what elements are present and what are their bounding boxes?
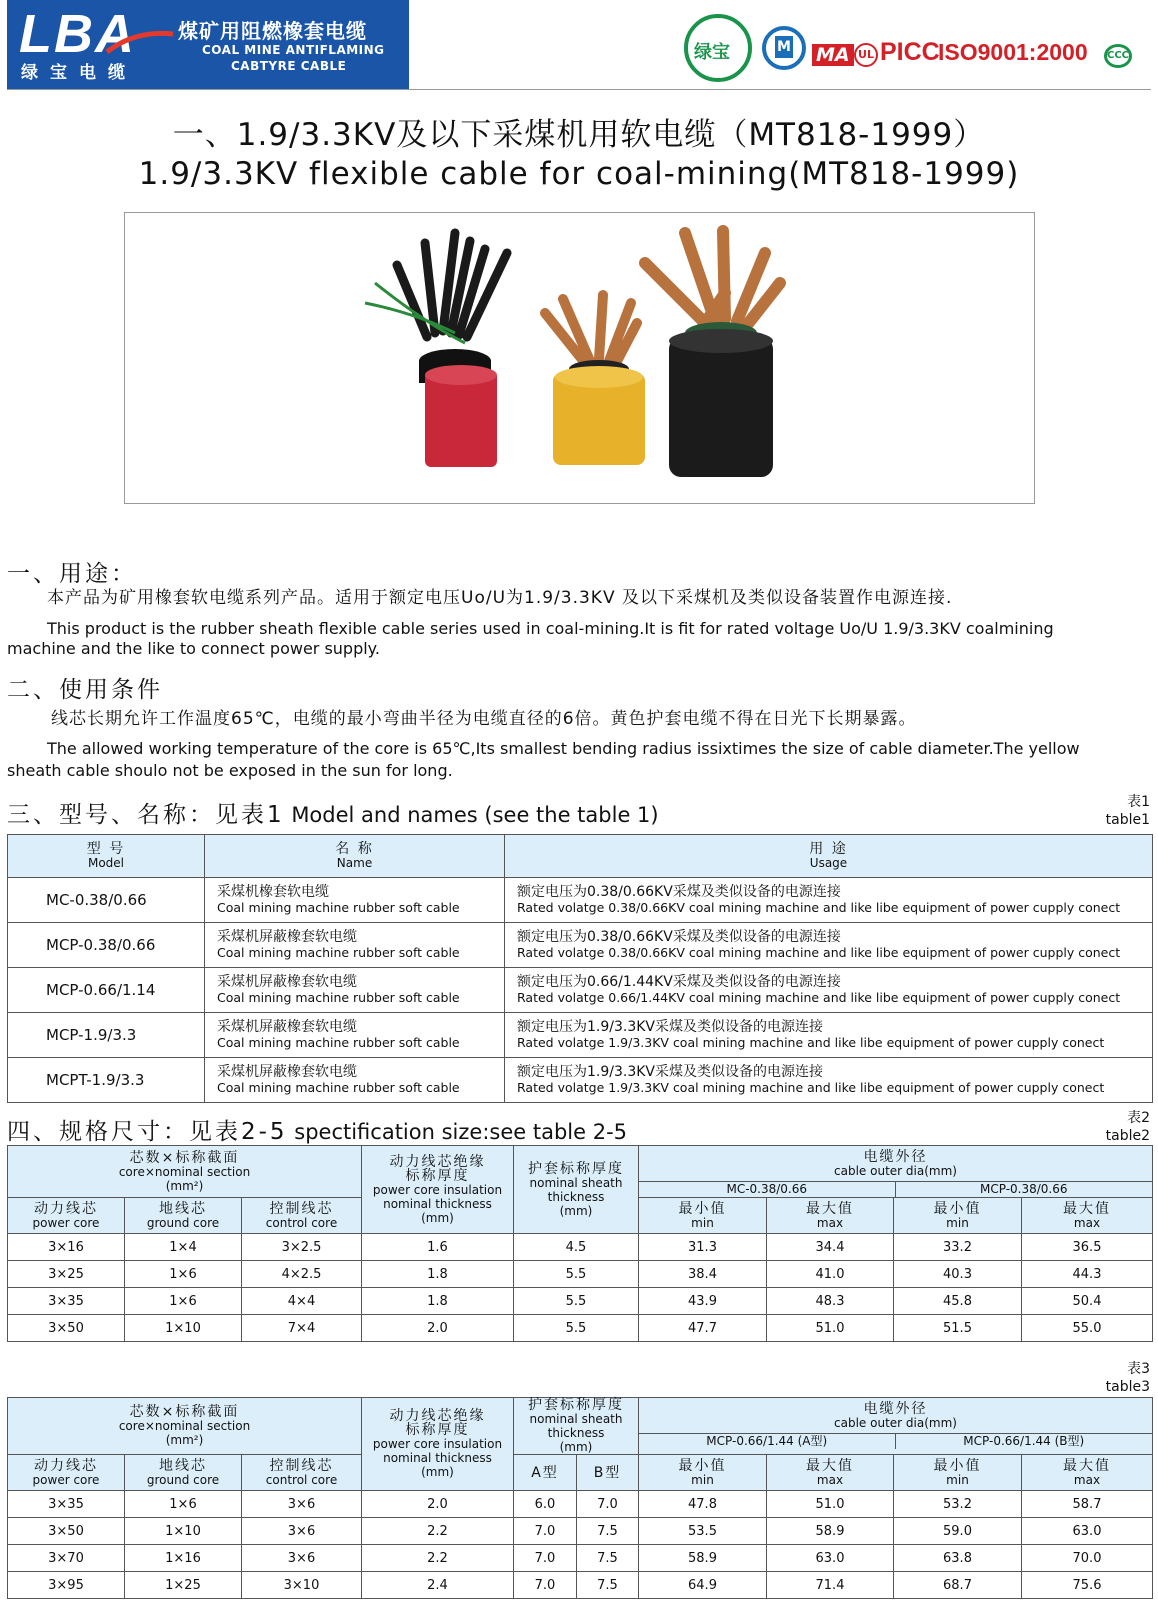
cell-text: Rated volatge 1.9/3.3KV coal mining machine and like libe equipment of power cupply conect [517, 1080, 1105, 1095]
header-label: (mm) [559, 1203, 593, 1218]
header-label: max [816, 1472, 844, 1487]
table1-tag-en: table1 [1105, 812, 1150, 828]
model-a-header: MCP-0.66/1.44 (A型) [639, 1434, 896, 1449]
cell-model: MCP-0.66/1.14 [8, 968, 205, 1013]
outer-dia-header [639, 1398, 1153, 1455]
cell-text: 额定电压为0.66/1.44KV采煤及类似设备的电源连接 [517, 974, 841, 990]
table-cell: 3×35 [8, 1491, 125, 1518]
table-cell: 3×6 [242, 1491, 362, 1518]
header-label: 最大值 [1063, 1200, 1111, 1217]
certification-logos [680, 14, 1150, 84]
table-cell: 68.7 [894, 1572, 1022, 1599]
header-label: Usage [809, 856, 848, 870]
models-heading-cn: 三、型号、名称：见表1 [7, 802, 285, 828]
table-cell: 1×6 [125, 1491, 242, 1518]
cable-illustration [125, 213, 1034, 503]
insulation-header [362, 1146, 514, 1234]
table-cell: 53.2 [894, 1491, 1022, 1518]
table-cell: 1×16 [125, 1545, 242, 1572]
table-cell: 7.0 [577, 1491, 639, 1518]
table-cell: 3×16 [8, 1234, 125, 1261]
ma-mark: MA [812, 44, 854, 66]
mine-safety-badge-icon: M [762, 26, 806, 70]
outer-dia-header [639, 1146, 1153, 1198]
header-label: 动力线芯绝缘 [389, 1153, 486, 1170]
picc-mark: PICC [880, 38, 940, 66]
table-cell: 2.2 [362, 1518, 514, 1545]
conditions-text-en-1: The allowed working temperature of the core is 65℃,Its smallest bending radius issixtimes the size of cable diameter.The yellow [47, 739, 1080, 758]
cell-text: 额定电压为0.38/0.66KV采煤及类似设备的电源连接 [517, 884, 841, 900]
table-cell: 59.0 [894, 1518, 1022, 1545]
sheath-header [514, 1398, 639, 1455]
table2-tag-cn: 表2 [1127, 1110, 1150, 1126]
header-label: 芯数×标称截面 [129, 1149, 240, 1166]
table-cell: 75.6 [1022, 1572, 1153, 1599]
cell-text: 额定电压为1.9/3.3KV采煤及类似设备的电源连接 [517, 1064, 824, 1080]
table-cell: 58.7 [1022, 1491, 1153, 1518]
header-label: 最小值 [678, 1457, 727, 1474]
table-cell: 63.0 [767, 1545, 894, 1572]
table-cell: 44.3 [1022, 1261, 1153, 1288]
usage-text-en-2: machine and the like to connect power supply. [7, 639, 380, 658]
header-label: power core [32, 1472, 100, 1487]
header-label: 标称厚度 [405, 1167, 470, 1184]
header-label: Name [336, 856, 373, 870]
power-core-header [8, 1198, 125, 1234]
header-label: (mm) [421, 1210, 454, 1225]
table-row [8, 968, 1153, 1013]
table-cell: 70.0 [1022, 1545, 1153, 1572]
ground-core-header [125, 1455, 242, 1491]
header-label: 名 称 [335, 841, 374, 857]
table-cell: 5.5 [514, 1315, 639, 1342]
header-label: 型 号 [86, 841, 126, 857]
header-label: core×nominal section [118, 1164, 251, 1179]
table-cell: 2.0 [362, 1315, 514, 1342]
table-cell: 3×95 [8, 1572, 125, 1599]
spec-table-2 [7, 1145, 1153, 1342]
table3-tag-en: table3 [1105, 1379, 1150, 1395]
header-label: min [691, 1472, 714, 1487]
cell-name [205, 1013, 505, 1058]
header-label: ground core [146, 1472, 220, 1487]
table-row [8, 1261, 1153, 1288]
max-a-header [767, 1198, 894, 1234]
cell-model: MCP-0.38/0.66 [8, 923, 205, 968]
header-label: min [691, 1215, 714, 1230]
ground-core-header [125, 1198, 242, 1234]
cell-usage [505, 878, 1153, 923]
table-cell: 4×4 [242, 1288, 362, 1315]
spec-table-2-body [8, 1234, 1153, 1342]
table3-tag-cn: 表3 [1127, 1361, 1150, 1377]
conditions-text-cn: 线芯长期允许工作温度65℃，电缆的最小弯曲半径为电缆直径的6倍。黄色护套电缆不得在日光下长期暴露。 [51, 709, 917, 729]
cell-usage [505, 923, 1153, 968]
cell-usage [505, 968, 1153, 1013]
spec-table-3-body [8, 1491, 1153, 1599]
table-cell: 50.4 [1022, 1288, 1153, 1315]
header-label: 最小值 [933, 1457, 982, 1474]
core-section-header [8, 1398, 362, 1455]
type-a-header [514, 1455, 577, 1491]
table2-tag-en: table2 [1105, 1128, 1150, 1144]
header-label: 护套标称厚度 [528, 1160, 624, 1177]
cell-name [205, 923, 505, 968]
cell-name [205, 1058, 505, 1103]
page-title-en: 1.9/3.3KV flexible cable for coal-mining(MT818-1999) [138, 156, 1020, 192]
iso-mark: ISO9001:2000 [938, 39, 1088, 65]
table-cell: 63.0 [1022, 1518, 1153, 1545]
table-cell: 5.5 [514, 1261, 639, 1288]
table-cell: 7.0 [514, 1518, 577, 1545]
spec-heading-en: spectification size:see table 2-5 [287, 1120, 628, 1144]
page-title-cn: 一、1.9/3.3KV及以下采煤机用软电缆（MT818-1999） [172, 117, 986, 153]
table-cell: 33.2 [894, 1234, 1022, 1261]
table-cell: 3×70 [8, 1545, 125, 1572]
table-cell: 53.5 [639, 1518, 767, 1545]
header-label: nominal thickness [383, 1451, 492, 1465]
model-b-header: MCP-0.38/0.66 [979, 1182, 1068, 1196]
spec-table-3 [7, 1397, 1153, 1599]
header-divider [7, 89, 1151, 90]
min-b-header [894, 1455, 1022, 1491]
models-heading-en: Model and names (see the table 1) [284, 803, 659, 827]
section-models-heading [7, 796, 659, 829]
yellow-cable-image [545, 295, 645, 465]
table-cell: 5.5 [514, 1288, 639, 1315]
table-cell: 2.2 [362, 1545, 514, 1572]
table-cell: 3×25 [8, 1261, 125, 1288]
header-label: 最大值 [1063, 1457, 1111, 1474]
header-label: 控制线芯 [269, 1457, 334, 1474]
header-label: min [946, 1215, 969, 1230]
header-label: cable outer dia(mm) [834, 1164, 957, 1178]
header-label: A型 [531, 1464, 559, 1481]
cell-text: Rated volatge 0.66/1.44KV coal mining machine and like libe equipment of power cupply conect [517, 990, 1121, 1005]
model-b-header: MCP-0.66/1.44 (B型) [963, 1434, 1085, 1448]
table-cell: 47.7 [639, 1315, 767, 1342]
table-cell: 3×35 [8, 1288, 125, 1315]
cell-model: MCPT-1.9/3.3 [8, 1058, 205, 1103]
table-cell: 7.5 [577, 1572, 639, 1599]
cell-text: Coal mining machine rubber soft cable [217, 990, 460, 1005]
table2-tag [1106, 1109, 1150, 1145]
cell-text: Coal mining machine rubber soft cable [217, 1080, 460, 1095]
cell-text: Rated volatge 0.38/0.66KV coal mining machine and like libe equipment of power cupply conect [517, 900, 1121, 915]
header-label: 电缆外径 [863, 1149, 928, 1165]
table-cell: 7.5 [577, 1518, 639, 1545]
cell-text: Coal mining machine rubber soft cable [217, 945, 460, 960]
header-label: core×nominal section [118, 1419, 251, 1433]
ccc-mark: CCC [1104, 44, 1132, 68]
table-cell: 34.4 [767, 1234, 894, 1261]
table-row [8, 1288, 1153, 1315]
table-row [8, 923, 1153, 968]
cell-text: Rated volatge 0.38/0.66KV coal mining machine and like libe equipment of power cupply conect [517, 945, 1121, 960]
cell-model: MC-0.38/0.66 [8, 878, 205, 923]
header-label: B型 [593, 1464, 622, 1481]
header-label: nominal sheath [529, 1175, 623, 1190]
usage-text-cn: 本产品为矿用橡套软电缆系列产品。适用于额定电压Uo/U为1.9/3.3KV 及以下采煤机及类似设备装置作电源连接. [47, 588, 953, 608]
header-label: 地线芯 [159, 1457, 207, 1474]
cell-text: 额定电压为0.38/0.66KV采煤及类似设备的电源连接 [517, 929, 841, 945]
table-cell: 1×10 [125, 1518, 242, 1545]
table-row [8, 1315, 1153, 1342]
cell-usage [505, 1058, 1153, 1103]
cell-text: Rated volatge 1.9/3.3KV coal mining machine and like libe equipment of power cupply conect [517, 1035, 1105, 1050]
header-label: power core insulation [372, 1182, 503, 1197]
cell-text: 采煤机屏蔽橡套软电缆 [217, 1019, 357, 1035]
table-cell: 3×2.5 [242, 1234, 362, 1261]
table-cell: 47.8 [639, 1491, 767, 1518]
table-cell: 4×2.5 [242, 1261, 362, 1288]
table-cell: 63.8 [894, 1545, 1022, 1572]
header-label: min [946, 1472, 969, 1487]
header-label: thickness [547, 1426, 605, 1440]
header-label: 用 途 [809, 841, 848, 857]
header-label: (mm²) [165, 1433, 204, 1447]
table-cell: 48.3 [767, 1288, 894, 1315]
max-b-header [1022, 1455, 1153, 1491]
table-cell: 3×10 [242, 1572, 362, 1599]
header-label: nominal sheath [529, 1412, 623, 1426]
header-label: 护套标称厚度 [528, 1397, 624, 1413]
table-cell: 3×50 [8, 1518, 125, 1545]
insulation-header [362, 1398, 514, 1491]
table-cell: 43.9 [639, 1288, 767, 1315]
header-label: control core [265, 1472, 338, 1487]
min-b-header [894, 1198, 1022, 1234]
cell-text: 采煤机橡套软电缆 [217, 884, 329, 900]
red-cable-image [365, 233, 507, 467]
cell-usage [505, 1013, 1153, 1058]
header-label: Model [87, 856, 125, 870]
header-label: (mm²) [165, 1178, 204, 1193]
table-row [8, 878, 1153, 923]
table-cell: 36.5 [1022, 1234, 1153, 1261]
table-cell: 1.8 [362, 1261, 514, 1288]
header-label: 最大值 [806, 1200, 854, 1217]
table-cell: 6.0 [514, 1491, 577, 1518]
section-conditions-heading: 二、使用条件 [7, 677, 163, 703]
cell-name [205, 878, 505, 923]
cell-text: 采煤机屏蔽橡套软电缆 [217, 974, 357, 990]
section-usage-heading: 一、用途： [7, 561, 137, 587]
header-label: (mm) [421, 1465, 454, 1479]
type-b-header [577, 1455, 639, 1491]
header-label: 最小值 [678, 1200, 727, 1217]
table-cell: 4.5 [514, 1234, 639, 1261]
usage-text-en-1: This product is the rubber sheath flexible cable series used in coal-mining.It is fit for rated voltage Uo/U 1.9/3.3KV coalmining [47, 619, 1054, 638]
table-cell: 45.8 [894, 1288, 1022, 1315]
sheath-header [514, 1146, 639, 1234]
table-cell: 58.9 [639, 1545, 767, 1572]
table-row [8, 1058, 1153, 1103]
table-cell: 41.0 [767, 1261, 894, 1288]
cell-text: 额定电压为1.9/3.3KV采煤及类似设备的电源连接 [517, 1019, 824, 1035]
header-label: 最大值 [806, 1457, 854, 1474]
table-cell: 1×25 [125, 1572, 242, 1599]
header-label: (mm) [559, 1440, 593, 1454]
table1-tag-cn: 表1 [1127, 794, 1150, 810]
table-cell: 1×4 [125, 1234, 242, 1261]
brand-title-cn: 煤矿用阻燃橡套电缆 [178, 19, 367, 43]
header-label: cable outer dia(mm) [834, 1416, 957, 1430]
table-cell: 1×10 [125, 1315, 242, 1342]
table-cell: 71.4 [767, 1572, 894, 1599]
table-row [8, 1572, 1153, 1599]
core-section-header [8, 1146, 362, 1198]
table-cell: 1×6 [125, 1288, 242, 1315]
table-cell: 7.0 [514, 1545, 577, 1572]
cell-text: 采煤机屏蔽橡套软电缆 [217, 1064, 357, 1080]
header-label: thickness [547, 1189, 605, 1204]
spec-heading-cn: 四、规格尺寸：见表2-5 [7, 1119, 288, 1145]
table-cell: 51.5 [894, 1315, 1022, 1342]
header-label: nominal thickness [383, 1196, 492, 1211]
header-label: 最小值 [933, 1200, 982, 1217]
cell-text: Coal mining machine rubber soft cable [217, 900, 460, 915]
brand-cn-name: 绿宝电缆 [21, 63, 137, 83]
header-label: max [816, 1215, 844, 1230]
control-core-header [242, 1455, 362, 1491]
table3-tag [1106, 1360, 1150, 1396]
logo-swoosh-icon [105, 26, 175, 56]
min-a-header [639, 1198, 767, 1234]
header-label: 电缆外径 [863, 1401, 928, 1417]
table-cell: 2.0 [362, 1491, 514, 1518]
table-cell: 1.6 [362, 1234, 514, 1261]
header-label: ground core [146, 1215, 220, 1230]
header-label: control core [265, 1215, 338, 1230]
col-usage [505, 835, 1153, 878]
header-label: 地线芯 [159, 1200, 207, 1217]
section-spec-heading [7, 1113, 627, 1146]
table-row [8, 1518, 1153, 1545]
cell-name [205, 968, 505, 1013]
cell-model: MCP-1.9/3.3 [8, 1013, 205, 1058]
max-b-header [1022, 1198, 1153, 1234]
header-label: max [1073, 1472, 1101, 1487]
brand-title-en-1: COAL MINE ANTIFLAMING [202, 43, 385, 57]
table-header-row [8, 835, 1153, 878]
col-name [205, 835, 505, 878]
header-label: 标称厚度 [405, 1422, 470, 1438]
table-cell: 40.3 [894, 1261, 1022, 1288]
table-cell: 51.0 [767, 1491, 894, 1518]
brand-banner [7, 0, 409, 89]
table-row [8, 1013, 1153, 1058]
table-row [8, 1545, 1153, 1572]
table-cell: 1.8 [362, 1288, 514, 1315]
model-names-table [7, 834, 1153, 1103]
brand-title-en-2: CABTYRE CABLE [231, 59, 347, 73]
cell-text: Coal mining machine rubber soft cable [217, 1035, 460, 1050]
product-photo [124, 212, 1035, 504]
table1-tag [1106, 793, 1150, 829]
control-core-header [242, 1198, 362, 1234]
table-cell: 51.0 [767, 1315, 894, 1342]
ul-mark: UL [854, 43, 878, 67]
header-label: 芯数×标称截面 [129, 1404, 240, 1420]
table-cell: 7×4 [242, 1315, 362, 1342]
cell-text: 采煤机屏蔽橡套软电缆 [217, 929, 357, 945]
brand-logo: LBA [19, 4, 136, 64]
power-core-header [8, 1455, 125, 1491]
col-model [8, 835, 205, 878]
table-cell: 58.9 [767, 1518, 894, 1545]
table-cell: 3×6 [242, 1545, 362, 1572]
table-cell: 3×50 [8, 1315, 125, 1342]
header-label: power core [32, 1215, 100, 1230]
max-a-header [767, 1455, 894, 1491]
header-label: 动力线芯 [34, 1457, 98, 1474]
table-cell: 7.5 [577, 1545, 639, 1572]
model-a-header: MC-0.38/0.66 [639, 1182, 896, 1197]
table-cell: 31.3 [639, 1234, 767, 1261]
table-cell: 64.9 [639, 1572, 767, 1599]
black-cable-image [645, 231, 780, 477]
table-cell: 55.0 [1022, 1315, 1153, 1342]
table-cell: 38.4 [639, 1261, 767, 1288]
header-label: 动力线芯绝缘 [389, 1408, 486, 1424]
header-label: 动力线芯 [34, 1200, 98, 1217]
header-label: 控制线芯 [269, 1200, 334, 1217]
table-cell: 3×6 [242, 1518, 362, 1545]
table-cell: 2.4 [362, 1572, 514, 1599]
conditions-text-en-2: sheath cable shoulo not be exposed in the sun for long. [7, 761, 453, 780]
table-row [8, 1491, 1153, 1518]
table-row [8, 1234, 1153, 1261]
lvbao-badge-icon: 绿宝 [684, 14, 752, 82]
table-cell: 7.0 [514, 1572, 577, 1599]
min-a-header [639, 1455, 767, 1491]
header-label: power core insulation [372, 1437, 503, 1451]
table-cell: 1×6 [125, 1261, 242, 1288]
header-label: max [1073, 1215, 1101, 1230]
